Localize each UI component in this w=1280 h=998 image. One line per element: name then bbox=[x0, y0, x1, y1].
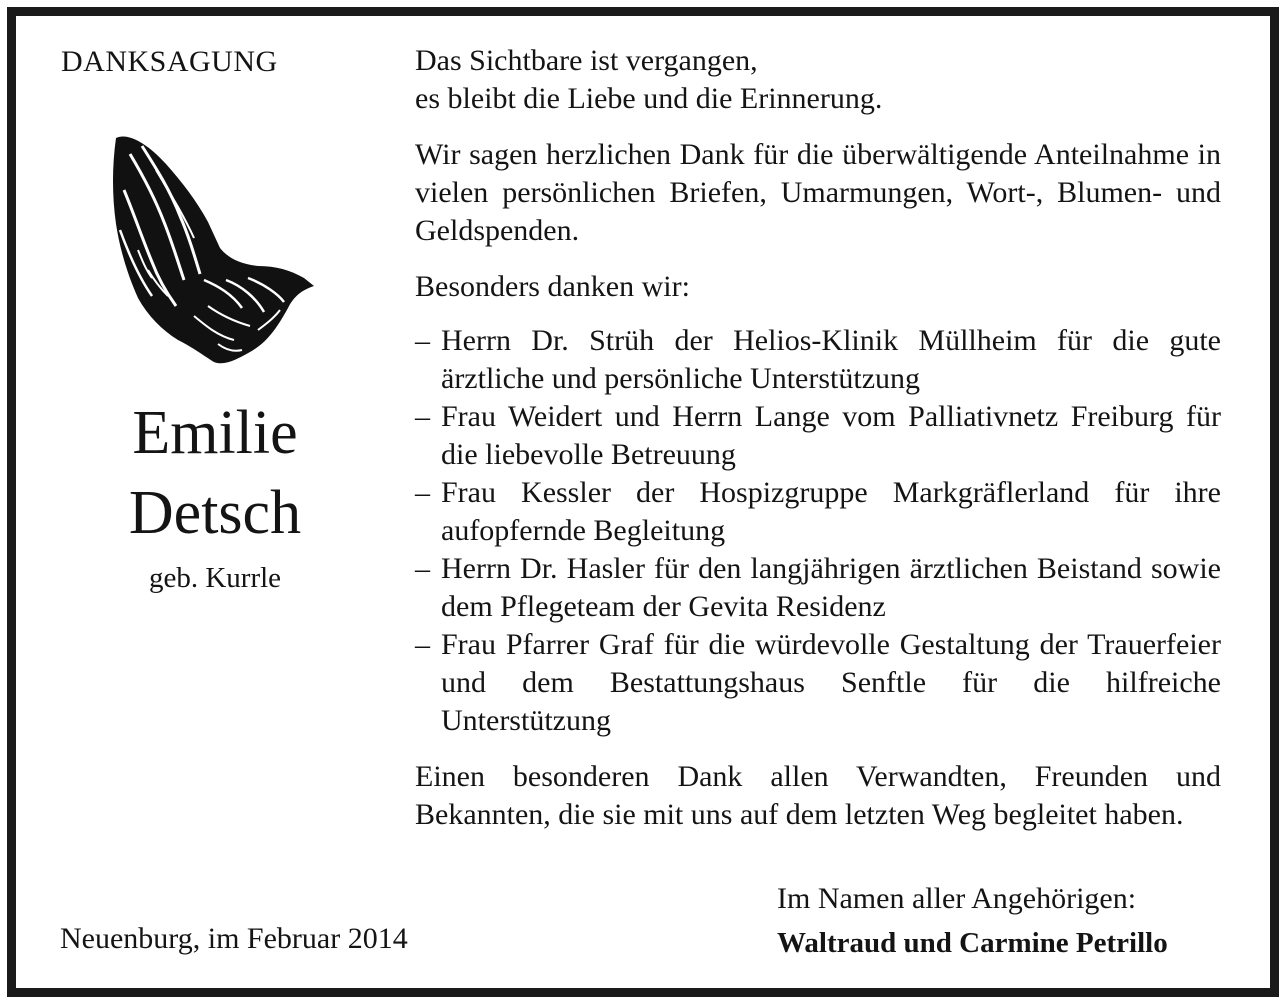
list-item-text: Herrn Dr. Strüh der Helios-Klinik Müllheim für die gute ärztliche und persönliche Unterstützung bbox=[441, 324, 1221, 395]
list-item-text: Herrn Dr. Hasler für den langjährigen ärztlichen Beistand sowie dem Pflegeteam der Gevita Residenz bbox=[441, 552, 1221, 623]
thanks-list bbox=[415, 322, 1221, 740]
list-dash: – bbox=[415, 400, 430, 433]
list-item bbox=[415, 398, 1221, 474]
verse-line-2: es bleibt die Liebe und die Erinnerung. bbox=[415, 82, 883, 115]
list-dash: – bbox=[415, 628, 430, 661]
list-dash: – bbox=[415, 552, 430, 585]
deceased-birth-name: geb. Kurrle bbox=[148, 562, 282, 594]
notice-heading: DANKSAGUNG bbox=[61, 45, 278, 78]
list-item bbox=[415, 550, 1221, 626]
notice-body bbox=[415, 42, 1221, 834]
deceased-first-name: Emilie bbox=[132, 399, 298, 467]
signature-names: Waltraud und Carmine Petrillo bbox=[777, 927, 1168, 959]
list-dash: – bbox=[415, 324, 430, 357]
verse bbox=[415, 42, 1221, 118]
list-item bbox=[415, 474, 1221, 550]
list-item bbox=[415, 322, 1221, 398]
deceased-last-name: Detsch bbox=[128, 479, 302, 547]
special-thanks-intro: Besonders danken wir: bbox=[415, 270, 690, 303]
list-dash: – bbox=[415, 476, 430, 509]
list-item-text: Frau Kessler der Hospizgruppe Markgräflerland für ihre aufopfernde Begleitung bbox=[441, 476, 1221, 547]
place-date: Neuenburg, im Februar 2014 bbox=[60, 922, 408, 955]
list-item-text: Frau Weidert und Herrn Lange vom Palliativnetz Freiburg für die liebevolle Betreuung bbox=[441, 400, 1221, 471]
thanks-paragraph: Wir sagen herzlichen Dank für die überwältigende Anteilnahme in vielen persönlichen Briefen, Umarmungen, Wort-, Blumen- und Geldspenden. bbox=[415, 138, 1221, 247]
verse-line-1: Das Sichtbare ist vergangen, bbox=[415, 44, 758, 77]
list-item-text: Frau Pfarrer Graf für die würdevolle Gestaltung der Trauerfeier und dem Bestattungshaus Senftle für die hilfreiche Unterstützung bbox=[441, 628, 1221, 737]
closing-paragraph: Einen besonderen Dank allen Verwandten, Freunden und Bekannten, die sie mit uns auf dem letzten Weg begleitet haben. bbox=[415, 760, 1221, 831]
signature-intro: Im Namen aller Angehörigen: bbox=[777, 882, 1137, 915]
list-item bbox=[415, 626, 1221, 740]
praying-hands-icon bbox=[108, 130, 320, 370]
signature-block bbox=[777, 877, 1168, 965]
